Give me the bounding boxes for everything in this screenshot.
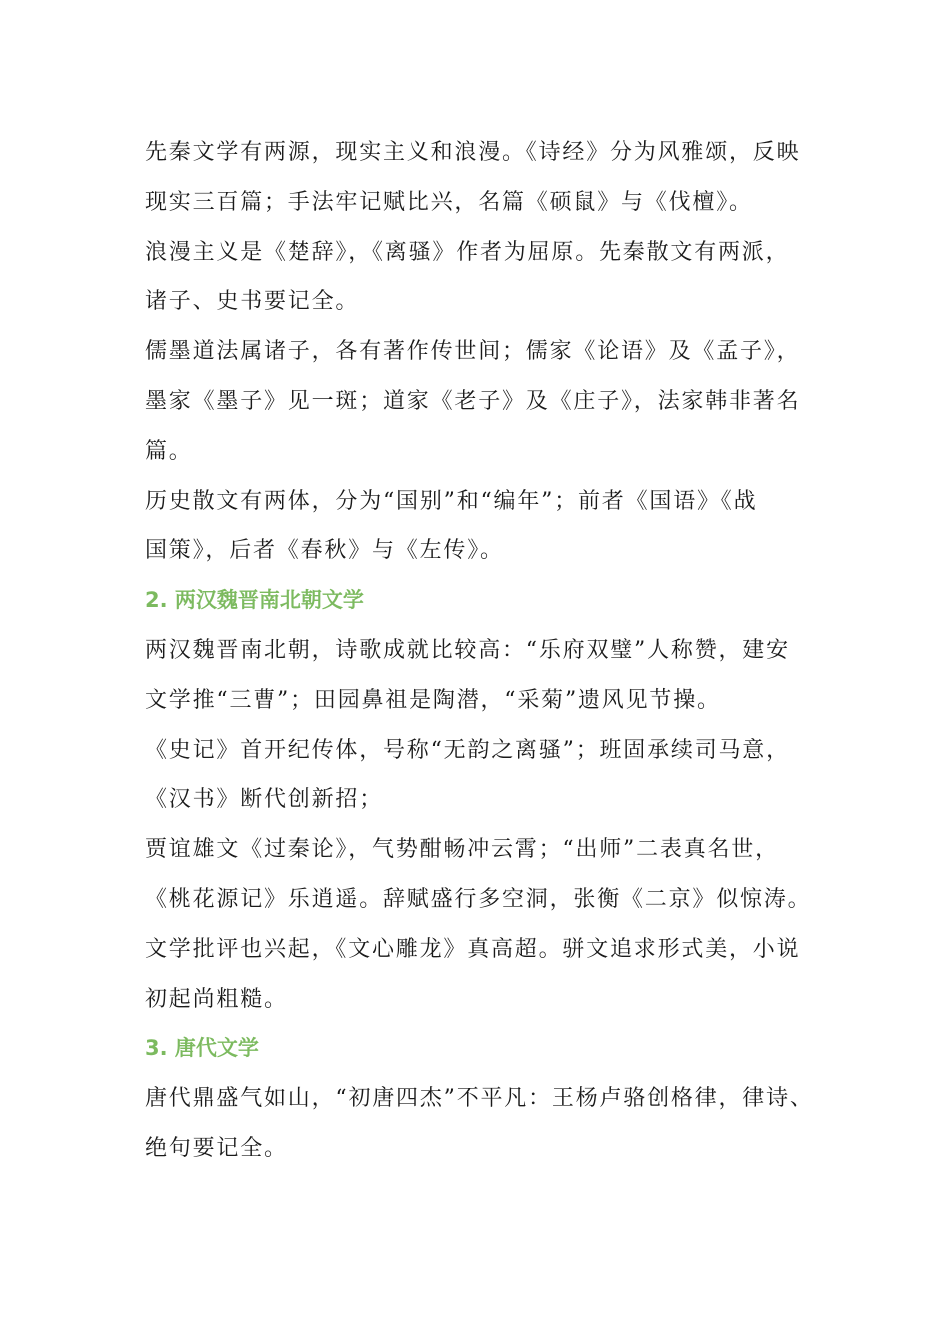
text-line: 初起尚粗糙。	[145, 986, 288, 1012]
text-line: 贾谊雄文《过秦论》，气势酣畅冲云霄；“出师”二表真名世，	[145, 837, 779, 863]
text-line: 浪漫主义是《楚辞》，《离骚》作者为屈原。先秦散文有两派，	[145, 239, 790, 265]
text-line: 文学批评也兴起，《文心雕龙》真高超。骈文追求形式美，小说	[145, 936, 801, 962]
text-line: 两汉魏晋南北朝，诗歌成就比较高：“乐府双璧”人称赞，建安	[145, 637, 790, 663]
text-line: 篇。	[145, 438, 193, 464]
section-han-wei-jin	[145, 576, 810, 1024]
section-heading: 2. 两汉魏晋南北朝文学	[145, 588, 364, 613]
text-line: 先秦文学有两源，现实主义和浪漫。《诗经》分为风雅颂，反映	[145, 140, 801, 165]
text-line: 诸子、史书要记全。	[145, 289, 360, 315]
text-line: 现实三百篇；手法牢记赋比兴，名篇《硕鼠》与《伐檀》。	[145, 189, 753, 215]
document-body	[145, 128, 814, 1174]
text-line: 《桃花源记》乐逍遥。辞赋盛行多空洞，张衡《二京》似惊涛。	[145, 886, 812, 912]
text-line: 国策》，后者《春秋》与《左传》。	[145, 538, 504, 564]
text-line: 《史记》首开纪传体，号称“无韵之离骚”；班固承续司马意，	[145, 737, 790, 763]
section-pre-qin	[145, 128, 810, 576]
text-line: 墨家《墨子》见一斑；道家《老子》及《庄子》，法家韩非著名	[145, 388, 801, 414]
section-heading: 3. 唐代文学	[145, 1036, 259, 1061]
section-tang	[145, 1024, 814, 1173]
text-line: 唐代鼎盛气如山，“初唐四杰”不平凡：王杨卢骆创格律，律诗、	[145, 1086, 814, 1112]
text-line: 文学推“三曹”；田园鼻祖是陶潜，“采菊”遗风见节操。	[145, 687, 721, 713]
text-line: 历史散文有两体，分为“国别”和“编年”；前者《国语》《战	[145, 488, 758, 514]
text-line: 儒墨道法属诸子，各有著作传世间；儒家《论语》及《孟子》，	[145, 339, 801, 365]
text-line: 《汉书》断代创新招；	[145, 787, 384, 813]
text-line: 绝句要记全。	[145, 1135, 288, 1161]
